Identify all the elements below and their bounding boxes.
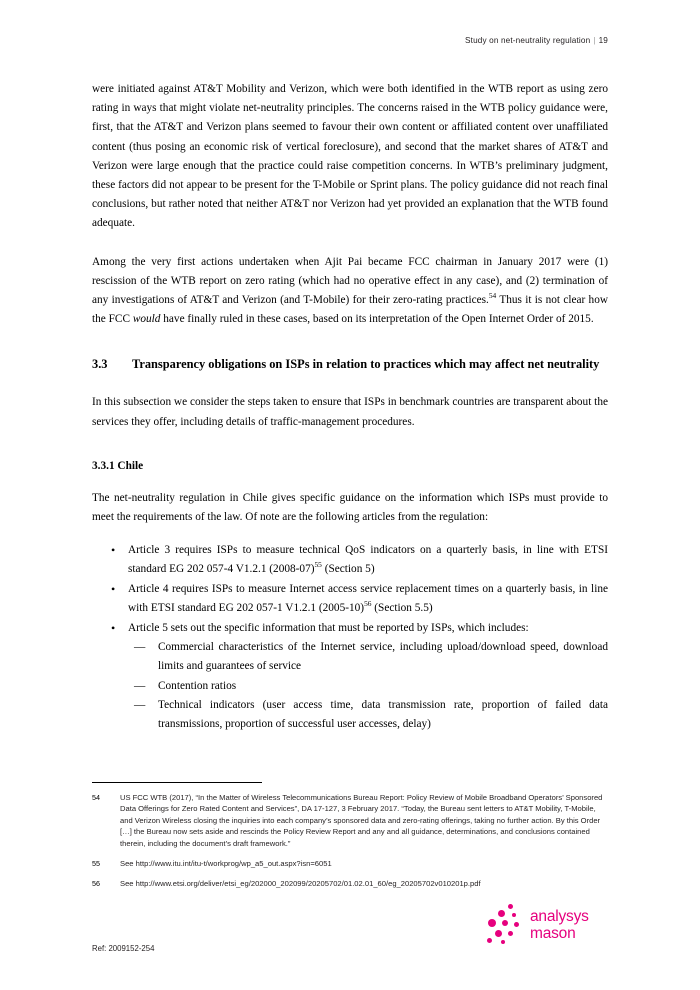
sublist-item-text: Commercial characteristics of the Internet service, including upload/download speed, download limits and guarantees of service [158, 641, 608, 673]
footnote-number: 56 [92, 879, 100, 889]
paragraph-2-part-a: Among the very first actions undertaken when Ajit Pai became FCC chairman in January 2017 were (1) rescission of the WTB report on zero rating (which had no operative effect in any case), and (2) termination of any investigations of AT&T and Verizon (and T-Mobile) for their zero-rating practices. [92, 255, 608, 307]
paragraph-1: were initiated against AT&T Mobility and Verizon, which were both identified in the WTB report as using zero rating in ways that might violate net-neutrality principles. The concerns raised in the WTB policy guidance were, first, that the AT&T and Verizon plans seemed to favour their own content or affiliated content over unaffiliated content (thus posing an economic risk of vertical foreclosure), and second that the market shares of AT&T and Verizon were large enough that the practice could raise competition concerns. In WTB’s preliminary judgment, these factors did not appear to be present for the T-Mobile or Sprint plans. The policy guidance did not reach final conclusions, but rather noted that neither AT&T nor Verizon had yet provided an explanation that the WTB found adequate. [92, 83, 608, 230]
section-heading-3-3 [92, 355, 608, 373]
paragraph-2-part-b: Thus it is not clear how the FCC [92, 294, 609, 326]
list-item-text-b: (Section 5) [321, 563, 375, 576]
article-bullet-list [92, 541, 608, 734]
logo-wordmark [530, 908, 589, 942]
paragraph-2-italic: would [132, 313, 161, 326]
logo-line-2: mason [530, 925, 576, 942]
dash-icon: — [134, 679, 146, 692]
list-item-text-b: (Section 5.5) [371, 602, 433, 615]
footnote-55 [92, 858, 608, 869]
header-title: Study on net-neutrality regulation [465, 36, 591, 45]
footnote-number: 54 [92, 793, 100, 802]
footnote-text[interactable]: See http://www.itu.int/itu-t/workprog/wp_a5_out.aspx?isn=6051 [120, 859, 332, 869]
footnote-separator [92, 782, 262, 783]
bullet-icon: • [111, 621, 116, 636]
footnote-ref-56[interactable]: 56 [364, 599, 372, 609]
list-item [92, 580, 608, 618]
list-item [92, 619, 608, 734]
sublist-item-text: Contention ratios [158, 679, 237, 692]
bullet-icon: • [111, 543, 116, 558]
paragraph-2-part-c: have finally ruled in these cases, based on its interpretation of the Open Internet Order of 2015. [160, 313, 594, 326]
page-number: 19 [598, 36, 608, 45]
dash-icon: — [134, 698, 146, 711]
footnote-text: US FCC WTB (2017), “In the Matter of Wireless Telecommunications Bureau Report: Policy Review of Mobile Broadband Operators’ Sponsored Data Offerings for Zero Rated Content and Services”, DA 17-127, 3 February 2017. “Today, the Bureau sent letters to AT&T Mobility, T-Mobile, and Verizon Wireless closing the inquiries into each company’s sponsored data and zero-rating offerings, taking no further action. By this Order […] the Bureau now sets aside and rescinds the Policy Review Report and any and all guidance, determinations, and conclusions contained therein, including the document’s draft framework.” [120, 793, 603, 848]
list-item-text-a: Article 3 requires ISPs to measure technical QoS indicators on a quarterly basis, in line with ETSI standard EG 202 057-4 V1.2.1 (2008-07) [128, 544, 608, 576]
logo-dots-icon [486, 904, 528, 948]
article-5-sublist [128, 638, 608, 734]
list-item [128, 638, 608, 676]
subsection-heading-3-3-1: 3.3.1 Chile [92, 459, 144, 472]
footnote-area [92, 792, 608, 899]
logo-line-1: analysys [530, 908, 589, 925]
header-separator: | [593, 36, 596, 45]
footnote-54 [92, 792, 608, 849]
document-reference: Ref: 2009152-254 [92, 944, 155, 953]
footnote-ref-55[interactable]: 55 [314, 560, 322, 570]
analysys-mason-logo [486, 904, 612, 952]
list-item [128, 677, 608, 696]
section-title: Transparency obligations on ISPs in relation to practices which may affect net neutrality [132, 357, 600, 372]
spacer [92, 472, 608, 489]
page-content [92, 80, 608, 735]
list-item [92, 541, 608, 579]
running-header [465, 36, 608, 45]
footnote-text[interactable]: See http://www.etsi.org/deliver/etsi_eg/202000_202099/20205702/01.02.01_60/eg_20205702v010201p.pdf [120, 879, 481, 889]
spacer [92, 234, 608, 253]
list-item-text-a: Article 4 requires ISPs to measure Internet access service replacement times on a quarterly basis, in line with ETSI standard EG 202 057-1 V1.2.1 (2005-10) [128, 583, 608, 615]
section-number: 3.3 [92, 357, 108, 372]
footnote-56 [92, 878, 608, 889]
section-intro: In this subsection we consider the steps taken to ensure that ISPs in benchmark countries are transparent about the services they offer, including details of traffic-management procedures. [92, 396, 608, 428]
footnote-number: 55 [92, 859, 100, 869]
dash-icon: — [134, 641, 146, 654]
footnote-ref-54[interactable]: 54 [488, 291, 497, 301]
list-item [128, 696, 608, 734]
sublist-item-text: Technical indicators (user access time, data transmission rate, proportion of failed data transmissions, proportion of successful user accesses, delay) [158, 698, 608, 731]
bullet-icon: • [111, 582, 116, 597]
subsection-intro: The net-neutrality regulation in Chile gives specific guidance on the information which ISPs must provide to meet the requirements of the law. Of note are the following articles from the regulation: [92, 491, 608, 524]
paragraph-2 [92, 253, 608, 330]
spacer [92, 373, 608, 393]
list-item-text-a: Article 5 sets out the specific information that must be reported by ISPs, which includes: [128, 622, 529, 635]
